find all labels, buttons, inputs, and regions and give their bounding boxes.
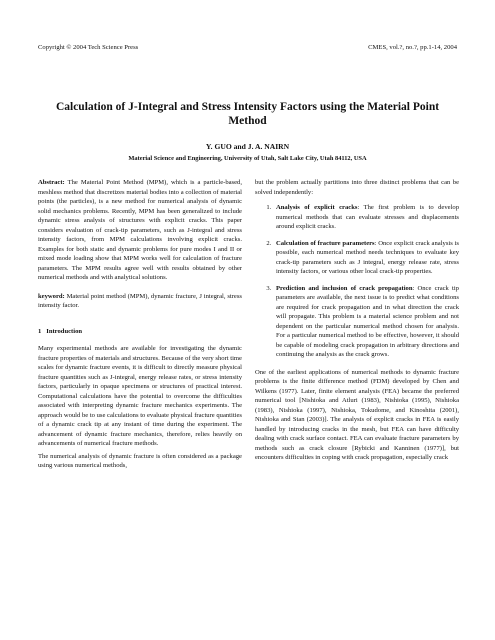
keywords-text: Material point method (MPM), dynamic fracture, J integral, stress intensity factor.	[38, 292, 242, 309]
keywords	[38, 292, 242, 311]
abstract	[38, 178, 242, 283]
section-title: Introduction	[46, 327, 83, 335]
list-item-text: : Once crack tip parameters are available, the next issue is to predict what conditions are required for crack propagation and in what direction the crack will propagate. This problem is a material science problem and not dependent on the particular numerical method chosen for analysis. For a particular numerical method to be effective, however, it should be capable of modeling crack propagation in arbitrary directions and continuing the analysis as the crack grows.	[276, 284, 459, 358]
section-number: 1	[38, 327, 42, 335]
left-column	[38, 178, 242, 474]
list-item	[273, 203, 459, 232]
abstract-text: The Material Point Method (MPM), which is a particle-based, meshless method that discretizes material bodies into a collection of material points (the particles), is a new method for numerical analysis of dynamic solid mechanics problems. Recently, MPM has been generalized to include dynamic stress analysis of structures with explicit cracks. This paper considers evaluation of crack-tip parameters, such as J-integral and stress intensity factors, from MPM calculations involving explicit cracks. Examples for both static and dynamic problems for pure modes I and II or mixed mode loading show that MPM works well for calculation of fracture parameters. The MPM results agree well with results obtained by other numerical methods and with analytical solutions.	[38, 179, 242, 281]
paper-title: Calculation of J-Integral and Stress Intensity Factors using the Material Point Method	[55, 101, 440, 127]
running-header-right: CMES, vol.?, no.?, pp.1-14, 2004	[368, 44, 457, 51]
list-item-text: : Once explicit crack analysis is possible, each numerical method needs techniques to evaluate key crack-tip parameters such as J integral, energy release rate, stress intensity factors, or various other local crack-tip properties.	[276, 239, 459, 275]
running-header-left: Copyright © 2004 Tech Science Press	[38, 44, 139, 51]
list-item-label: Analysis of explicit cracks	[276, 204, 358, 211]
right-paragraph: One of the earliest applications of numerical methods to dynamic fracture problems is the finite difference method (FDM) developed by Chen and Wilkens (1977). Later, finite element analysis (FEA) became the preferred numerical tool [Nishioka and Atluri (1983), Nishioka (1995), Nishioka (1983), Nishioka (1997), Nishioka, Tokudome, and Kinoshita (2001), Nishioka and Stan (2003)]. The analysis of explicit cracks in FEA is easily handled by introducing cracks in the mesh, but FEA can have difficulty dealing with crack surface contact. FEA can evaluate fracture parameters by methods such as crack closure [Rybicki and Kanninen (1977)], but encounters difficulties in coping with crack propagation, especially crack	[255, 368, 459, 461]
paper-authors: Y. GUO and J. A. NAIRN	[205, 142, 290, 151]
list-item-label: Prediction and inclusion of crack propagation	[276, 284, 413, 292]
problem-list	[255, 203, 459, 360]
paper-affiliation: Material Science and Engineering, University of Utah, Salt Lake City, Utah 84112, USA	[128, 155, 367, 162]
intro-paragraph-2: The numerical analysis of dynamic fracture is often considered as a package using various numerical methods,	[38, 452, 242, 469]
keywords-label: keyword:	[38, 292, 65, 300]
right-column	[255, 178, 459, 466]
intro-paragraph-1: Many experimental methods are available for investigating the dynamic fracture properties of materials and structures. Because of the very short time scales for dynamic fracture events, it is difficult to directly measure physical fracture quantities such as J-integral, energy release rates, or stress intensity factors, particularly in opaque specimens or structures of practical interest. Computational calculations have the potential to overcome the difficulties associated with interpreting dynamic fracture mechanics experiments. The approach would be to use calculations to evaluate physical fracture quantities of a dynamic crack tip at any instant of time during the experiment. The advancement of dynamic fracture mechanics, therefore, relies heavily on advancements of numerical fracture methods.	[38, 345, 242, 447]
list-item-label: Calculation of fracture parameters	[276, 239, 375, 247]
right-intro-paragraph: but the problem actually partitions into three distinct problems that can be solved independently:	[255, 179, 459, 196]
abstract-label: Abstract:	[38, 179, 65, 186]
section-heading	[38, 327, 242, 337]
list-item	[273, 284, 459, 360]
list-item-text: : The first problem is to develop numerical methods that can evaluate stresses and displacements around explicit cracks.	[276, 204, 459, 230]
list-item	[273, 239, 459, 277]
